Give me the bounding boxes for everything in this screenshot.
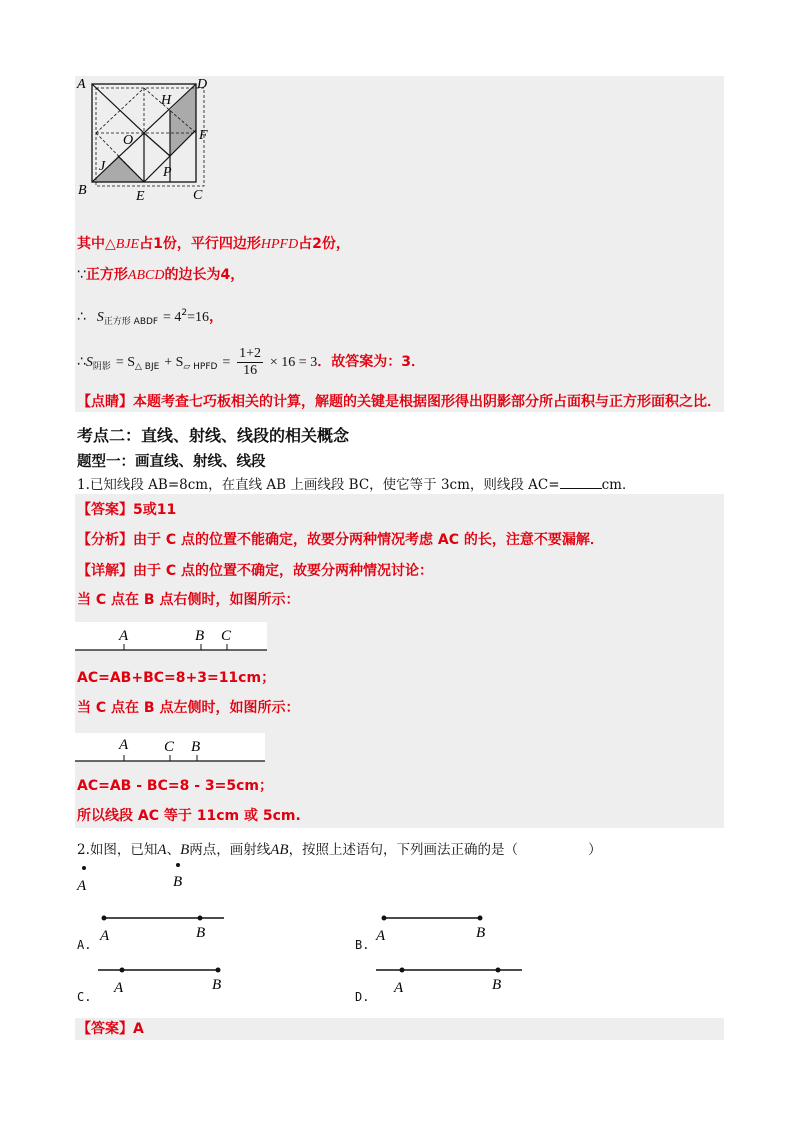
fig1-label-a: A bbox=[119, 628, 129, 644]
option-c-label[interactable]: C. bbox=[77, 990, 92, 1004]
fig2-label-a: A bbox=[119, 737, 129, 753]
fig2-label-b: B bbox=[191, 739, 201, 755]
q1-detail: 【详解】由于 C 点的位置不确定，故要分两种情况讨论： bbox=[77, 563, 434, 579]
answer-blank bbox=[560, 476, 602, 489]
q1-calc2: AC=AB - BC=8 - 3=5cm； bbox=[77, 778, 273, 794]
q1-conclusion: 所以线段 AC 等于 11cm 或 5cm. bbox=[77, 808, 301, 824]
q1-calc1: AC=AB+BC=8+3=11cm； bbox=[77, 670, 276, 686]
q1-case1: 当 C 点在 B 点右侧时，如图所示： bbox=[77, 592, 300, 608]
point-label-a: A bbox=[77, 878, 87, 894]
label-a: A bbox=[77, 77, 86, 92]
line-figure-1 bbox=[75, 622, 270, 654]
option-c-figure[interactable] bbox=[92, 962, 232, 996]
option-a-label[interactable]: A. bbox=[77, 938, 92, 952]
solution-line-4: $\therefore S_{阴影} = S_{\triangle BJE} + S_{▱ HPFD}$ = $\frac{1+2}{16}$ × 16 = 3．故答案为：3． bbox=[77, 345, 425, 378]
svg-text:B: B bbox=[476, 925, 486, 941]
question-1: 1.已知线段 AB=8cm，在直线 AB 上画线段 BC，使它等于 3cm，则线段 AC= cm． bbox=[77, 477, 636, 493]
label-c: C bbox=[193, 188, 203, 203]
type-title: 题型一：画直线、射线、线段 bbox=[77, 454, 266, 470]
svg-text:A: A bbox=[376, 928, 386, 944]
diag-a-c bbox=[92, 84, 144, 133]
label-h: H bbox=[161, 93, 172, 108]
svg-text:A: A bbox=[100, 928, 110, 944]
label-p: P bbox=[163, 165, 172, 180]
option-a-figure[interactable] bbox=[92, 910, 232, 944]
line-figure-2 bbox=[75, 733, 270, 765]
fig2-label-c: C bbox=[164, 739, 175, 755]
section-title: 考点二：直线、射线、线段的相关概念 bbox=[77, 426, 350, 445]
question-2: 2.如图，已知A、B两点，画射线AB，按照上述语句，下列画法正确的是（ ） bbox=[77, 842, 602, 858]
svg-text:B: B bbox=[492, 977, 502, 993]
q1-answer: 【答案】5或11 bbox=[77, 502, 177, 518]
option-b-label[interactable]: B. bbox=[355, 938, 370, 952]
fig1-label-c: C bbox=[221, 628, 232, 644]
points-figure bbox=[72, 860, 202, 896]
shaded-parallelogram-hpfd bbox=[170, 84, 196, 156]
svg-text:B: B bbox=[212, 977, 222, 993]
label-f: F bbox=[199, 128, 208, 143]
label-o: O bbox=[123, 133, 134, 148]
q1-case2: 当 C 点在 B 点左侧时，如图所示： bbox=[77, 700, 300, 716]
svg-text:B: B bbox=[196, 925, 206, 941]
option-d-figure[interactable] bbox=[372, 962, 527, 996]
label-j: J bbox=[99, 159, 106, 174]
fig1-label-b: B bbox=[195, 628, 205, 644]
solution-line-1: 其中△BJE占1份，平行四边形HPFD占2份， bbox=[77, 236, 350, 252]
seg-o-p bbox=[144, 133, 170, 156]
fraction: $\frac{1+2}{16}$ bbox=[239, 345, 262, 378]
q1-analysis: 【分析】由于 C 点的位置不能确定，故要分两种情况考虑 AC 的长，注意不要漏解． bbox=[77, 532, 604, 548]
dianjing-comment: 【点睛】本题考查七巧板相关的计算，解题的关键是根据图形得出阴影部分所占面积与正方形面积之比． bbox=[77, 394, 721, 410]
svg-text:A: A bbox=[394, 980, 404, 996]
svg-text:A: A bbox=[114, 980, 124, 996]
label-d: D bbox=[197, 77, 208, 92]
option-b-figure[interactable] bbox=[372, 910, 502, 944]
label-b: B bbox=[78, 183, 87, 198]
tangram-figure bbox=[75, 74, 215, 206]
q2-answer: 【答案】A bbox=[77, 1021, 144, 1037]
point-label-b: B bbox=[173, 874, 183, 890]
solution-line-3: ∴ $S_{正方形 ABDF} = 4^2=16$， bbox=[77, 308, 224, 327]
solution-line-2: ∵正方形ABCD的边长为4， bbox=[77, 267, 245, 283]
option-d-label[interactable]: D. bbox=[355, 990, 370, 1004]
label-e: E bbox=[136, 189, 145, 204]
answer-panel-q2 bbox=[75, 1018, 724, 1040]
